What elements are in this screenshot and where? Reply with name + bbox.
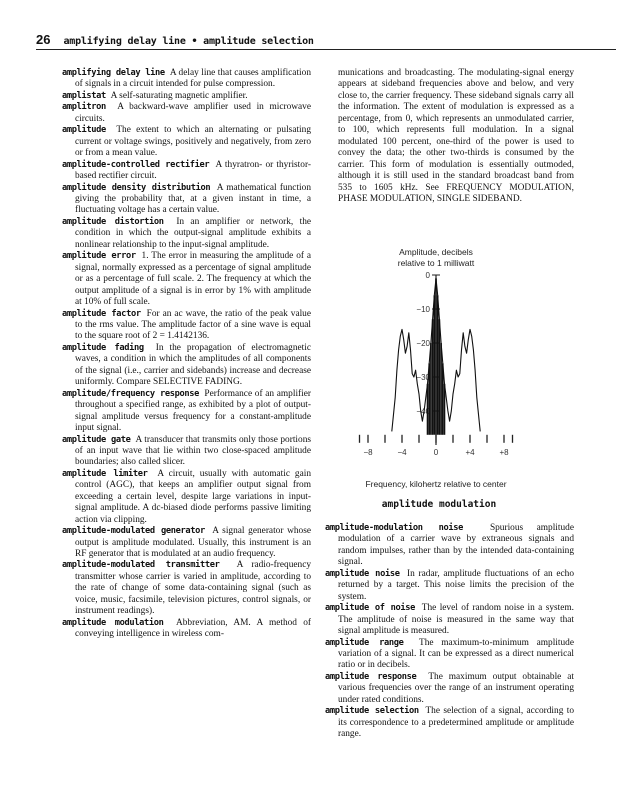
entry: amplitude-modulation noise Spurious amplitude modulation of a carrier wave by extraneous signals and random impulses, rather than by the intended data-containing signal. [325, 523, 574, 568]
y-tick-label: −20 [416, 339, 430, 348]
chart-x-label: Frequency, kilohertz relative to center [365, 479, 507, 489]
chart-title-line-1: Amplitude, decibels [399, 247, 473, 257]
entry: amplitron A backward-wave amplifier used in microwave circuits. [62, 102, 311, 124]
entry: amplitude limiter A circuit, usually with automatic gain control (AGC), that keeps an amplifier output signal from exceeding a certain level, despite large variations in input-signal amplitude. A dc-biased diode performs passive limiting action via clipping. [62, 468, 312, 525]
entry: amplistat A self-saturating magnetic amplifier. [62, 90, 248, 101]
entry: amplitude selection The selection of a signal, according to its correspondence to a predetermined amplitude or amplitude range. [325, 706, 574, 740]
entry: amplitude/frequency response Performance of an amplifier throughout a specified range, as exhibited by a plot of output-signal amplitude versus frequency for a constant-amplitude input signal. [62, 388, 312, 434]
y-tick-label: −40 [416, 407, 430, 416]
header-rule [36, 49, 616, 50]
entry: amplitude-modulated generator A signal generator whose output is amplitude modulated. Usually, this instrument is an RF generator that is modulated at an audio frequency. [62, 526, 312, 560]
x-tick-label: +4 [465, 447, 475, 457]
entry: amplitude modulation Abbreviation, AM. A method of conveying intelligence in wireless com- [62, 617, 311, 640]
entry: amplitude noise In radar, amplitude fluctuations of an echo returned by a target. This noise limits the precision of the system. [325, 568, 574, 602]
x-tick-label: −4 [397, 447, 407, 457]
entry-continuation: munications and broadcasting. The modulating-signal energy appears at sideband frequencies above and below, and very close to, the carrier frequency. These sideband signals carry all the information. The extent of modulation is expressed as a percentage, from 0, which represents an unmodulated carrier, to 100, which represents full modulation. In a signal modulated 100 percent, one-third of the power is used to convey the data; the other two-thirds is consumed by the carrier. This form of modulation is essentially outmoded, although it is still used in the standard broadcast band from 535 to 1605 kHz. See FREQUENCY MODULATION, PHASE MODULATION, SINGLE SIDEBAND. [338, 68, 574, 204]
figure-caption: amplitude modulation [381, 499, 497, 510]
entry: amplitude response The maximum output obtainable at various frequencies over the range of an instrument operating under rated conditions. [325, 671, 574, 705]
entry: amplitude of noise The level of random noise in a system. The amplitude of noise is measured in the same way that signal amplitude is measured. [325, 603, 574, 637]
y-tick-label: 0 [425, 271, 430, 280]
entry: amplitude factor For an ac wave, the ratio of the peak value to the rms value. The amplitude factor of a sine wave is equal to the square root of 2 = 1.4142136. [62, 308, 312, 342]
entry: amplitude range The maximum-to-minimum amplitude variation of a signal. It can be expressed as a direct numerical ratio or in decibels. [325, 637, 574, 671]
entry: amplitude distortion In an amplifier or network, the condition in which the output-signal amplitude exhibits a nonlinear relationship to the input-signal amplitude. [62, 216, 312, 250]
am-spectrum-chart [325, 243, 575, 498]
running-header [36, 31, 616, 47]
entry: amplitude The extent to which an alternating or pulsating current or voltage swings, positively and negatively, from zero or from a mean value. [62, 125, 311, 159]
x-tick-label: +8 [499, 447, 509, 457]
x-tick-label: −8 [363, 447, 373, 457]
entry: amplitude density distribution A mathematical function giving the probability that, at a given instant in time, a fluctuating voltage has a certain value. [62, 182, 311, 216]
left-column [62, 68, 311, 641]
entry: amplitude fading In the propagation of electromagnetic waves, a condition in which the amplitudes of all components of the signal (i.e., carrier and sidebands) increase and decrease uniformly. Compare SELECTIVE FADING. [62, 342, 312, 388]
x-tick-label: 0 [433, 447, 439, 457]
running-head: amplifying delay line • amplitude selection [63, 36, 314, 47]
entry: amplitude-modulated transmitter A radio-frequency transmitter whose carrier is varied in amplitude, according to the rate of change of some data-containing signal (such as voice, music, facsimile, television pictures, control signals, or instrument readings). [62, 560, 312, 617]
entry: amplitude gate A transducer that transmits only those portions of an input wave that lie within two close-spaced amplitude boundaries; also called slicer. [62, 434, 312, 468]
entry: amplifying delay line A delay line that causes amplification of signals in a circuit intended for pulse compression. [62, 68, 311, 90]
plot-area [360, 271, 513, 457]
entry: amplitude error 1. The error in measuring the amplitude of a signal, normally expressed as a percentage of signal amplitude or as a percentage of full scale. 2. The frequency at which the output amplitude of a signal is in error by 1% with amplitude at 10% of full scale. [62, 251, 312, 308]
right-column-top [325, 68, 574, 205]
entry: amplitude-controlled rectifier A thyratron- or thyristor-based rectifier circuit. [62, 159, 311, 182]
y-tick-label: −30 [416, 373, 430, 382]
chart-title-line-2: relative to 1 milliwatt [397, 258, 475, 268]
page-number: 26 [36, 32, 51, 47]
right-column-bottom [325, 523, 574, 741]
am-spectrum-figure [325, 243, 575, 513]
y-tick-label: −10 [416, 305, 430, 314]
